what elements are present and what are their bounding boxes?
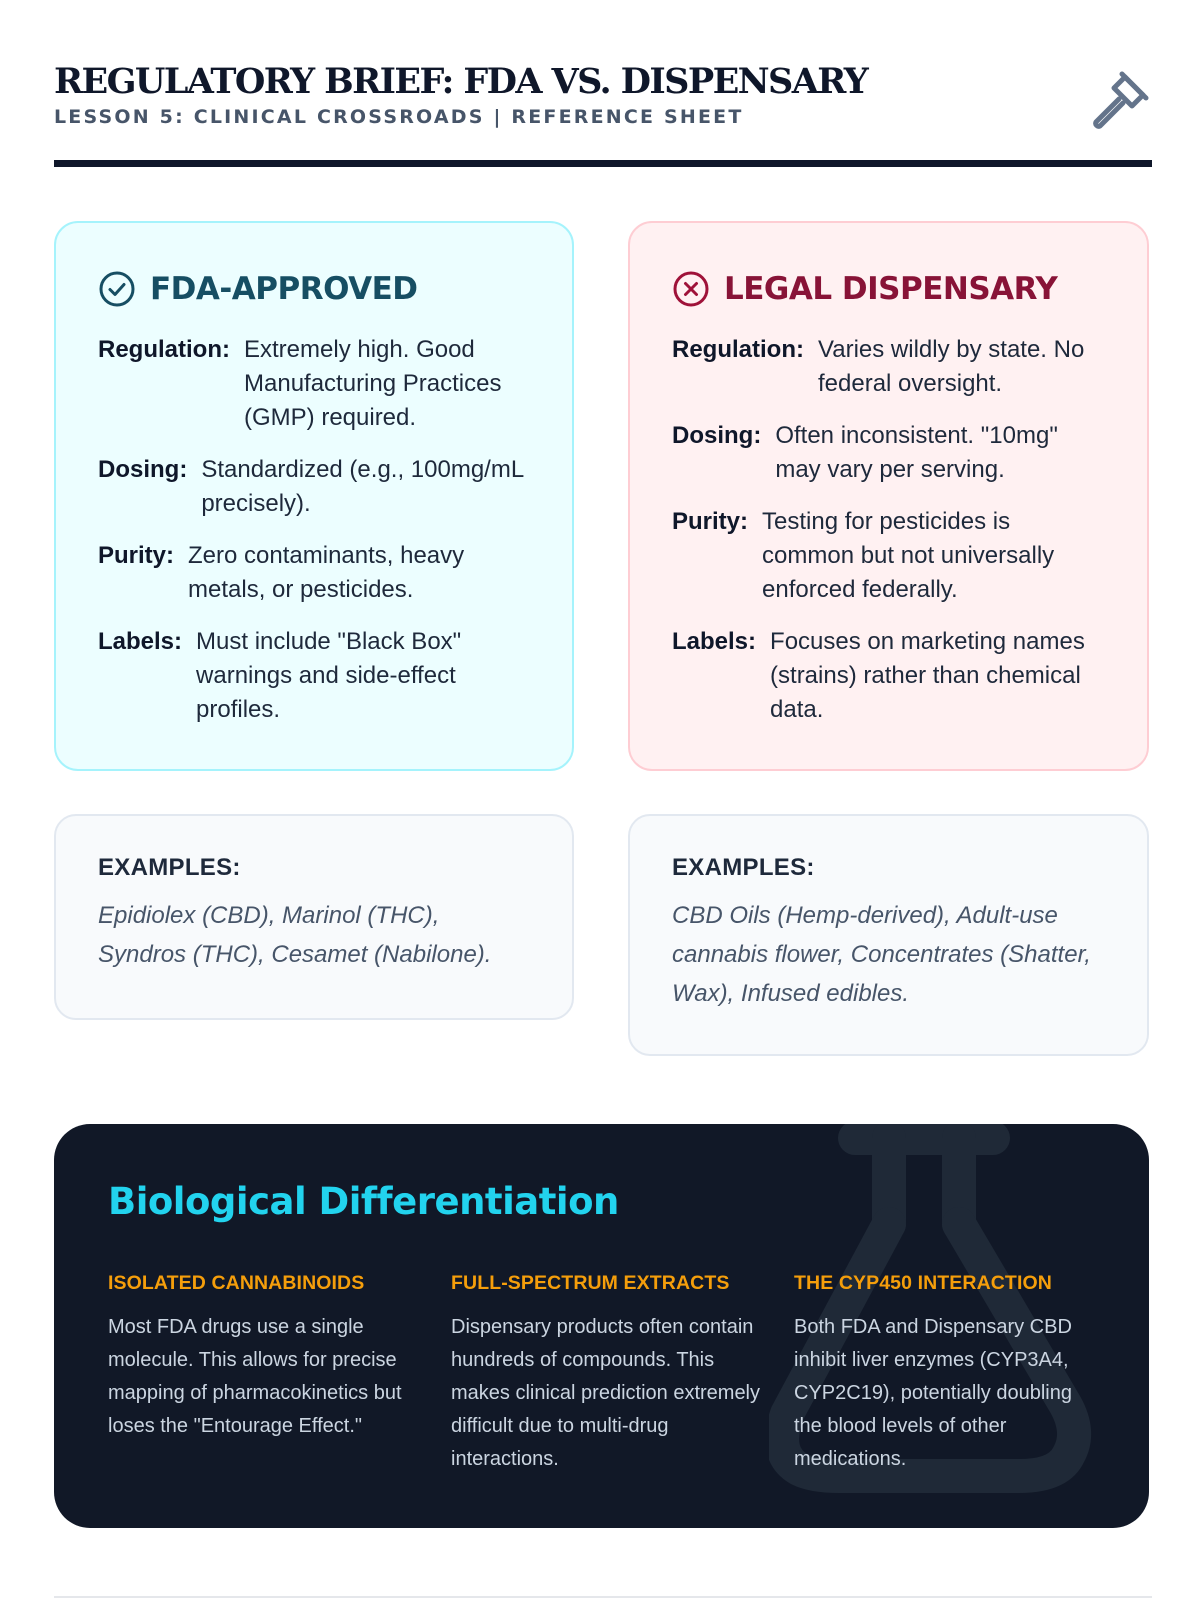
row-label: Labels: (672, 628, 757, 655)
page-title: REGULATORY BRIEF: FDA VS. DISPENSARY (54, 61, 868, 102)
examples-label: EXAMPLES: (672, 854, 815, 881)
column-text: Dispensary products often contain hundreds of compounds. This makes clinical prediction extremely difficult due to multi-drug interactions. (451, 1316, 761, 1470)
biology-column (794, 1272, 1104, 1476)
legal-dispensary-card (628, 221, 1149, 771)
row-value: Varies wildly by state. No federal oversight. (818, 336, 1085, 397)
gavel-icon (1088, 68, 1152, 132)
row-value: Testing for pesticides is common but not universally enforced federally. (762, 508, 1055, 603)
biological-differentiation-panel (54, 1124, 1149, 1528)
row-label: Labels: (98, 628, 183, 655)
column-heading: THE CYP450 INTERACTION (794, 1272, 1052, 1294)
dispensary-examples-box (628, 814, 1149, 1056)
dispensary-row-dosing (672, 419, 1107, 487)
dispensary-card-header (672, 267, 1107, 311)
check-circle-icon (98, 270, 136, 308)
row-label: Dosing: (672, 422, 762, 449)
column-heading: FULL-SPECTRUM EXTRACTS (451, 1272, 730, 1294)
row-value: Extremely high. Good Manufacturing Practices (GMP) required. (244, 336, 502, 431)
dispensary-row-purity (672, 505, 1107, 607)
row-value: Must include "Black Box" warnings and side-effect profiles. (196, 628, 462, 723)
dispensary-row-regulation (672, 333, 1107, 401)
examples-text: CBD Oils (Hemp-derived), Adult-use cannabis flower, Concentrates (Shatter, Wax), Infused edibles. (672, 902, 1091, 1007)
fda-rows (98, 333, 532, 727)
row-label: Purity: (672, 508, 749, 535)
row-label: Regulation: (98, 336, 230, 363)
dispensary-rows (672, 333, 1107, 727)
fda-card-header (98, 267, 532, 311)
fda-approved-card (54, 221, 574, 771)
fda-row-labels (98, 625, 532, 727)
x-circle-icon (672, 270, 710, 308)
fda-row-regulation (98, 333, 532, 435)
row-value: Zero contaminants, heavy metals, or pesticides. (188, 542, 465, 603)
fda-row-dosing (98, 453, 532, 521)
footer-rule (54, 1596, 1152, 1598)
biology-column (108, 1272, 418, 1443)
biology-column (451, 1272, 761, 1476)
fda-card-title: FDA-APPROVED (150, 271, 418, 307)
column-text: Both FDA and Dispensary CBD inhibit liver enzymes (CYP3A4, CYP2C19), potentially doubling the blood levels of other medications. (794, 1316, 1072, 1470)
row-value: Focuses on marketing names (strains) rather than chemical data. (770, 628, 1085, 723)
column-heading: ISOLATED CANNABINOIDS (108, 1272, 365, 1294)
header-rule (54, 160, 1152, 167)
row-value: Standardized (e.g., 100mg/mL precisely). (201, 456, 524, 517)
row-value: Often inconsistent. "10mg" may vary per serving. (775, 422, 1058, 483)
examples-text: Epidiolex (CBD), Marinol (THC), Syndros (THC), Cesamet (Nabilone). (98, 902, 492, 968)
dispensary-row-labels (672, 625, 1107, 727)
row-label: Purity: (98, 542, 175, 569)
fda-examples-box (54, 814, 574, 1020)
page-subtitle: LESSON 5: CLINICAL CROSSROADS | REFERENCE SHEET (54, 106, 744, 128)
row-label: Regulation: (672, 336, 804, 363)
examples-label: EXAMPLES: (98, 854, 241, 881)
biology-title: Biological Differentiation (108, 1180, 619, 1223)
row-label: Dosing: (98, 456, 188, 483)
dispensary-card-title: LEGAL DISPENSARY (724, 271, 1058, 307)
column-text: Most FDA drugs use a single molecule. This allows for precise mapping of pharmacokinetics but loses the "Entourage Effect." (108, 1316, 402, 1437)
header (54, 56, 1152, 168)
fda-row-purity (98, 539, 532, 607)
